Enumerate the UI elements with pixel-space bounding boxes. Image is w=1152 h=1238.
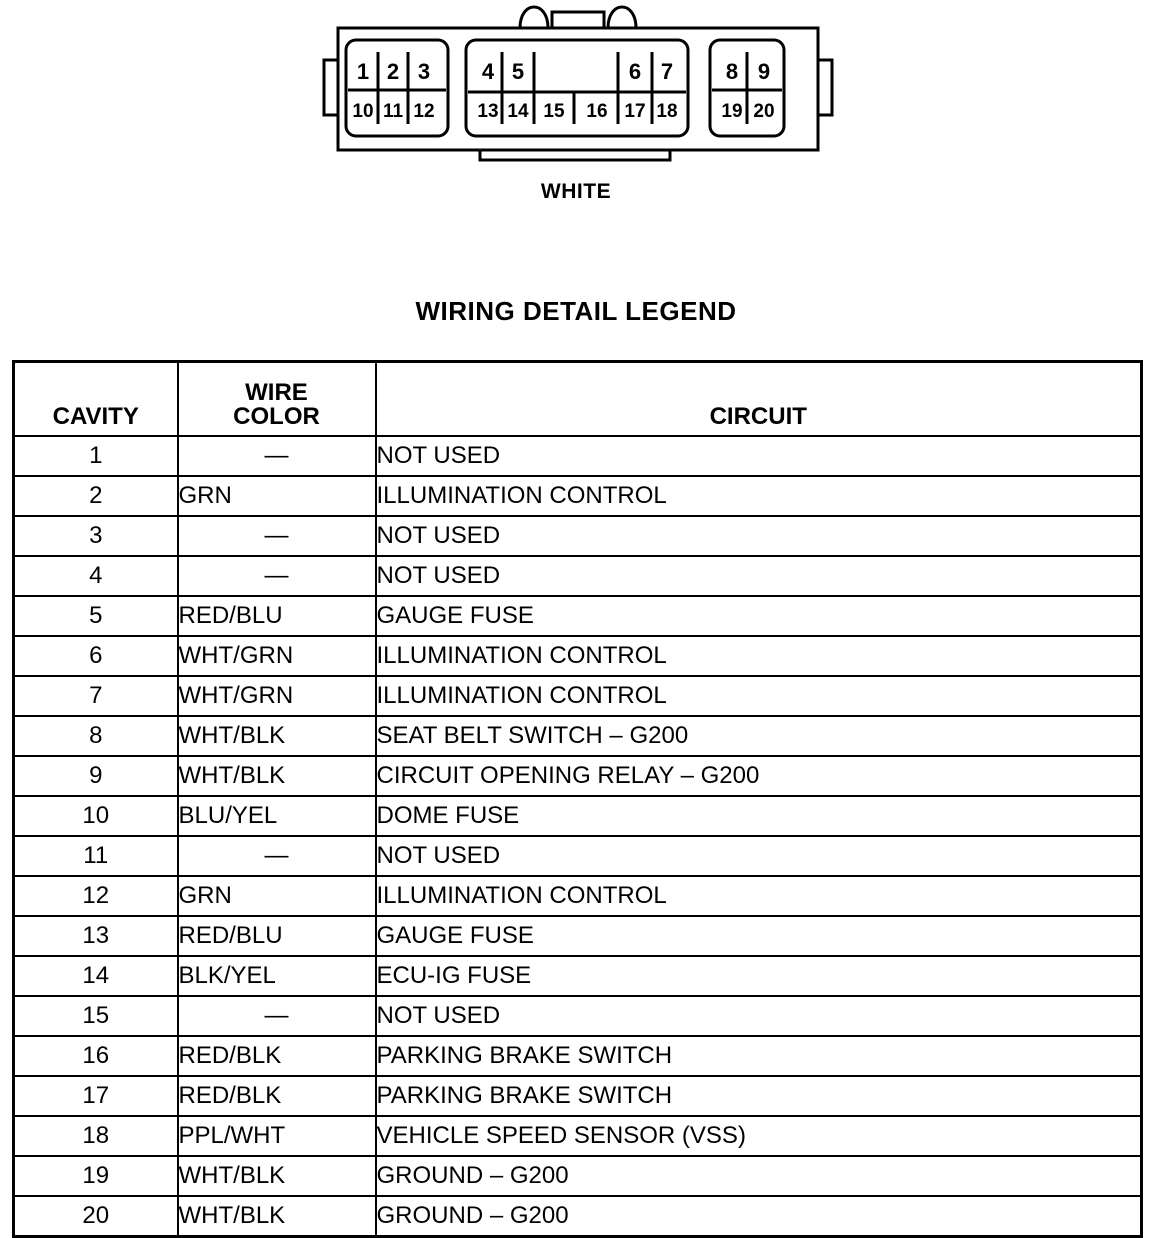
cavity-number: 1 xyxy=(356,59,370,84)
table-row xyxy=(14,1156,1142,1196)
circuit-cell: NOT USED xyxy=(376,436,1142,476)
circuit-cell: ILLUMINATION CONTROL xyxy=(376,636,1142,676)
circuit-cell: NOT USED xyxy=(376,556,1142,596)
wire-color-cell: WHT/GRN xyxy=(178,636,376,676)
table-row xyxy=(14,916,1142,956)
cavity-number: 15 xyxy=(543,101,565,122)
circuit-cell: GROUND – G200 xyxy=(376,1156,1142,1196)
table-row xyxy=(14,836,1142,876)
wire-color-cell: RED/BLU xyxy=(178,916,376,956)
cavity-number: 16 xyxy=(586,101,608,122)
circuit-cell: ECU-IG FUSE xyxy=(376,956,1142,996)
cavity-cell: 3 xyxy=(14,516,178,556)
cavity-number: 8 xyxy=(725,59,739,84)
circuit-cell: ILLUMINATION CONTROL xyxy=(376,676,1142,716)
circuit-cell: ILLUMINATION CONTROL xyxy=(376,476,1142,516)
cavity-number: 18 xyxy=(656,101,678,122)
cavity-cell: 10 xyxy=(14,796,178,836)
cavity-cell: 19 xyxy=(14,1156,178,1196)
connector-left-ear xyxy=(324,60,338,115)
cavity-number: 19 xyxy=(721,101,743,122)
wire-color-cell: — xyxy=(178,436,376,476)
cavity-cell: 11 xyxy=(14,836,178,876)
cavity-number: 9 xyxy=(757,59,771,84)
column-header-cavity: CAVITY xyxy=(14,362,178,437)
cavity-cell: 1 xyxy=(14,436,178,476)
table-row xyxy=(14,956,1142,996)
cavity-cell: 12 xyxy=(14,876,178,916)
wire-color-cell: WHT/GRN xyxy=(178,676,376,716)
table-row xyxy=(14,796,1142,836)
circuit-cell: GROUND – G200 xyxy=(376,1196,1142,1237)
table-header-row xyxy=(14,362,1142,437)
circuit-cell: NOT USED xyxy=(376,516,1142,556)
connector-latch xyxy=(520,7,636,28)
column-header-circuit: CIRCUIT xyxy=(376,362,1142,437)
wire-color-cell: PPL/WHT xyxy=(178,1116,376,1156)
cavity-cell: 9 xyxy=(14,756,178,796)
table-row xyxy=(14,1196,1142,1237)
legend-title: WIRING DETAIL LEGEND xyxy=(415,296,737,326)
wire-color-cell: GRN xyxy=(178,476,376,516)
circuit-cell: PARKING BRAKE SWITCH xyxy=(376,1036,1142,1076)
connector-color-label: WHITE xyxy=(540,180,612,203)
cavity-cell: 16 xyxy=(14,1036,178,1076)
cavity-cell: 13 xyxy=(14,916,178,956)
table-row xyxy=(14,476,1142,516)
cavity-number: 2 xyxy=(386,59,400,84)
circuit-cell: GAUGE FUSE xyxy=(376,596,1142,636)
cavity-cell: 7 xyxy=(14,676,178,716)
cavity-cell: 18 xyxy=(14,1116,178,1156)
wire-color-cell: BLK/YEL xyxy=(178,956,376,996)
wire-color-cell: BLU/YEL xyxy=(178,796,376,836)
cavity-number: 12 xyxy=(413,101,435,122)
wire-color-cell: — xyxy=(178,996,376,1036)
wire-color-cell: — xyxy=(178,516,376,556)
wire-color-cell: RED/BLK xyxy=(178,1036,376,1076)
circuit-cell: GAUGE FUSE xyxy=(376,916,1142,956)
wire-color-cell: RED/BLU xyxy=(178,596,376,636)
cavity-number: 13 xyxy=(477,101,499,122)
cavity-number: 4 xyxy=(481,59,495,84)
cavity-cell: 6 xyxy=(14,636,178,676)
circuit-cell: NOT USED xyxy=(376,996,1142,1036)
table-row xyxy=(14,996,1142,1036)
wire-color-header-line1: WIRE xyxy=(245,379,308,406)
wire-color-cell: GRN xyxy=(178,876,376,916)
table-row xyxy=(14,556,1142,596)
cavity-cell: 15 xyxy=(14,996,178,1036)
cavity-number: 17 xyxy=(624,101,646,122)
circuit-cell: DOME FUSE xyxy=(376,796,1142,836)
table-row xyxy=(14,716,1142,756)
cavity-number: 3 xyxy=(417,59,431,84)
cavity-number: 11 xyxy=(382,101,404,122)
wiring-legend-table xyxy=(12,360,1143,1238)
column-header-wire-color xyxy=(178,362,376,437)
connector-block-center xyxy=(466,40,688,136)
circuit-cell: NOT USED xyxy=(376,836,1142,876)
circuit-cell: ILLUMINATION CONTROL xyxy=(376,876,1142,916)
table-row xyxy=(14,636,1142,676)
table-row xyxy=(14,1116,1142,1156)
cavity-number: 20 xyxy=(753,101,775,122)
wire-color-cell: — xyxy=(178,556,376,596)
cavity-cell: 17 xyxy=(14,1076,178,1116)
connector-diagram xyxy=(0,0,1152,240)
cavity-number: 6 xyxy=(628,59,642,84)
cavity-number: 7 xyxy=(660,59,674,84)
circuit-cell: PARKING BRAKE SWITCH xyxy=(376,1076,1142,1116)
cavity-cell: 20 xyxy=(14,1196,178,1237)
wire-color-cell: WHT/BLK xyxy=(178,756,376,796)
cavity-cell: 5 xyxy=(14,596,178,636)
table-row xyxy=(14,596,1142,636)
cavity-number: 14 xyxy=(507,101,529,122)
cavity-cell: 14 xyxy=(14,956,178,996)
circuit-cell: VEHICLE SPEED SENSOR (VSS) xyxy=(376,1116,1142,1156)
circuit-cell: SEAT BELT SWITCH – G200 xyxy=(376,716,1142,756)
table-row xyxy=(14,1076,1142,1116)
connector-right-ear xyxy=(818,60,832,115)
cavity-number: 5 xyxy=(511,59,525,84)
wire-color-cell: WHT/BLK xyxy=(178,1156,376,1196)
table-row xyxy=(14,756,1142,796)
table-row xyxy=(14,1036,1142,1076)
cavity-cell: 2 xyxy=(14,476,178,516)
table-row xyxy=(14,676,1142,716)
cavity-cell: 4 xyxy=(14,556,178,596)
cavity-number: 10 xyxy=(352,101,374,122)
table-row xyxy=(14,516,1142,556)
wire-color-cell: RED/BLK xyxy=(178,1076,376,1116)
wire-color-cell: WHT/BLK xyxy=(178,716,376,756)
wire-color-cell: WHT/BLK xyxy=(178,1196,376,1237)
table-row xyxy=(14,876,1142,916)
wire-color-header-line2: COLOR xyxy=(233,403,320,430)
cavity-cell: 8 xyxy=(14,716,178,756)
circuit-cell: CIRCUIT OPENING RELAY – G200 xyxy=(376,756,1142,796)
table-row xyxy=(14,436,1142,476)
wire-color-cell: — xyxy=(178,836,376,876)
